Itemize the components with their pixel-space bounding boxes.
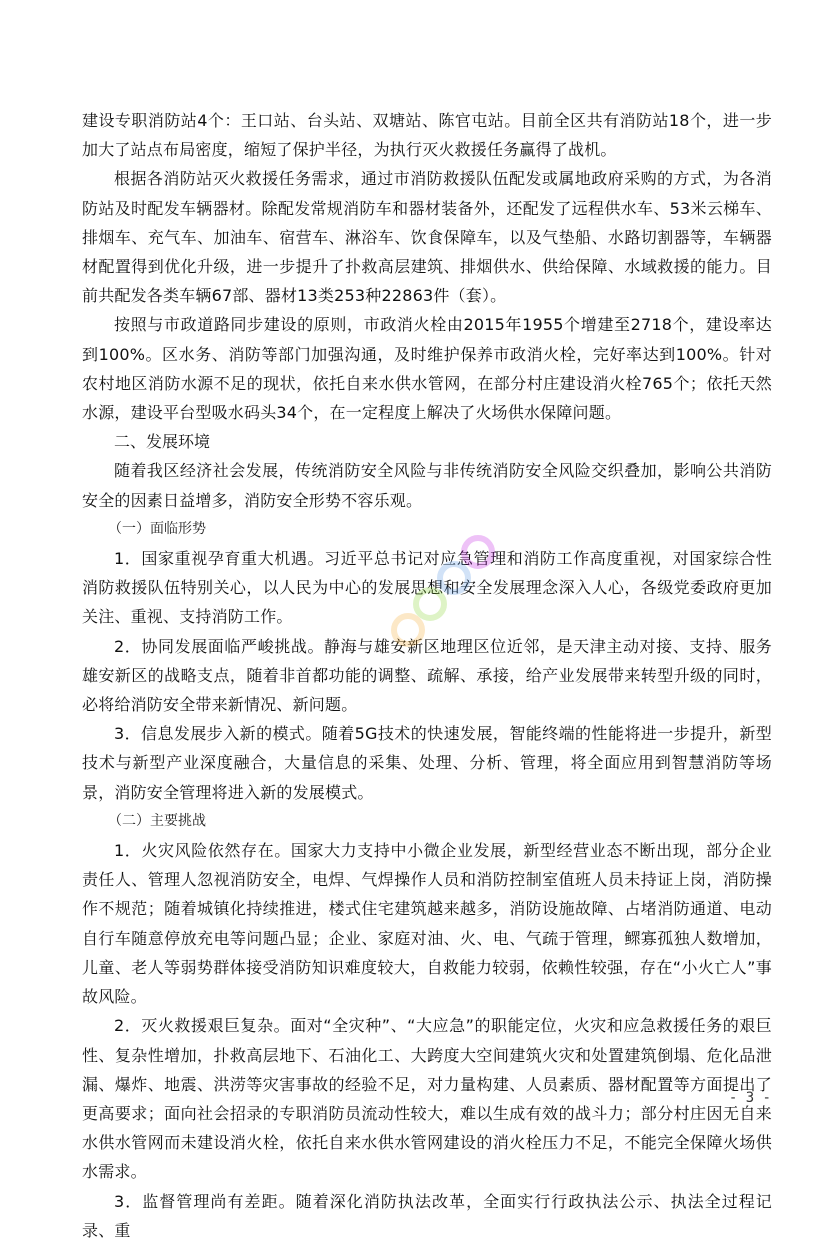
paragraph-situation-3: 3．信息发展步入新的模式。随着5G技术的快速发展，智能终端的性能将进一步提升，新型技术与新型产业深度融合，大量信息的采集、处理、分析、管理，将全面应用到智慧消防等场景，消防安全管理将进入新的发展模式。 <box>82 724 772 802</box>
subheading-challenges: （二）主要挑战 <box>108 812 206 829</box>
paragraph-challenge-1: 1．火灾风险依然存在。国家大力支持中小微企业发展，新型经营业态不断出现，部分企业责任人、管理人忽视消防安全，电焊、气焊操作人员和消防控制室值班人员未持证上岗，消防操作不规范；随着城镇化持续推进，楼式住宅建筑越来越多，消防设施故障、占堵消防通道、电动自行车随意停放充电等问题凸显；企业、家庭对油、火、电、气疏于管理，鳏寡孤独人数增加，儿童、老人等弱势群体接受消防知识难度较大，自救能力较弱，依赖性较强，存在“小火亡人”事故风险。 <box>82 841 772 1007</box>
paragraph-vehicles-equipment: 根据各消防站灭火救援任务需求，通过市消防救援队伍配发或属地政府采购的方式，为各消防站及时配发车辆器材。除配发常规消防车和器材装备外，还配发了远程供水车、53米云梯车、排烟车、充气车、加油车、宿营车、淋浴车、饮食保障车，以及气垫船、水路切割器等，车辆器材配置得到优化升级，进一步提升了扑救高层建筑、排烟供水、供给保障、水域救援的能力。目前共配发各类车辆67部、器材13类253种22863件（套）。 <box>82 169 772 306</box>
paragraph-environment-intro: 随着我区经济社会发展，传统消防安全风险与非传统消防安全风险交织叠加，影响公共消防安全的因素日益增多，消防安全形势不容乐观。 <box>82 461 772 510</box>
paragraph-situation-2: 2．协同发展面临严峻挑战。静海与雄安新区地理区位近邻，是天津主动对接、支持、服务雄安新区的战略支点，随着非首都功能的调整、疏解、承接，给产业发展带来转型升级的同时，必将给消防安全带来新情况、新问题。 <box>82 636 772 715</box>
paragraph-fire-stations: 建设专职消防站4个：王口站、台头站、双塘站、陈官屯站。目前全区共有消防站18个，进一步加大了站点布局密度，缩短了保护半径，为执行灭火救援任务赢得了战机。 <box>82 111 772 160</box>
paragraph-challenge-2: 2．灭火救援艰巨复杂。面对“全灾种”、“大应急”的职能定位，火灾和应急救援任务的艰巨性、复杂性增加，扑救高层地下、石油化工、大跨度大空间建筑火灾和处置建筑倒塌、危化品泄漏、爆炸、地震、洪涝等灾害事故的经验不足，对力量构建、人员素质、器材配置等方面提出了更高要求；面向社会招录的专职消防员流动性较大，难以生成有效的战斗力；部分村庄因无自来水供水管网而未建设消火栓，依托自来水供水管网建设的消火栓压力不足，不能完全保障火场供水需求。 <box>82 1016 772 1182</box>
paragraph-situation-1: 1．国家重视孕育重大机遇。习近平总书记对应急管理和消防工作高度重视，对国家综合性消防救援队伍特别关心，以人民为中心的发展思想和安全发展理念深入人心，各级党委政府更加关注、重视、支持消防工作。 <box>82 549 772 627</box>
paragraph-challenge-3: 3．监督管理尚有差距。随着深化消防执法改革，全面实行行政执法公示、执法全过程记录、重 <box>82 1191 772 1240</box>
subheading-situation: （一）面临形势 <box>108 520 206 537</box>
section-heading-environment: 二、发展环境 <box>114 432 211 452</box>
document-body <box>82 106 772 1245</box>
page-number: - 3 - <box>728 1090 771 1106</box>
paragraph-hydrants: 按照与市政道路同步建设的原则，市政消火栓由2015年1955个增建至2718个，建设率达到100%。区水务、消防等部门加强沟通，及时维护保养市政消火栓，完好率达到100%。针对农村地区消防水源不足的现状，依托自来水供水管网，在部分村庄建设消火栓765个；依托天然水源，建设平台型吸水码头34个，在一定程度上解决了火场供水保障问题。 <box>82 315 772 423</box>
